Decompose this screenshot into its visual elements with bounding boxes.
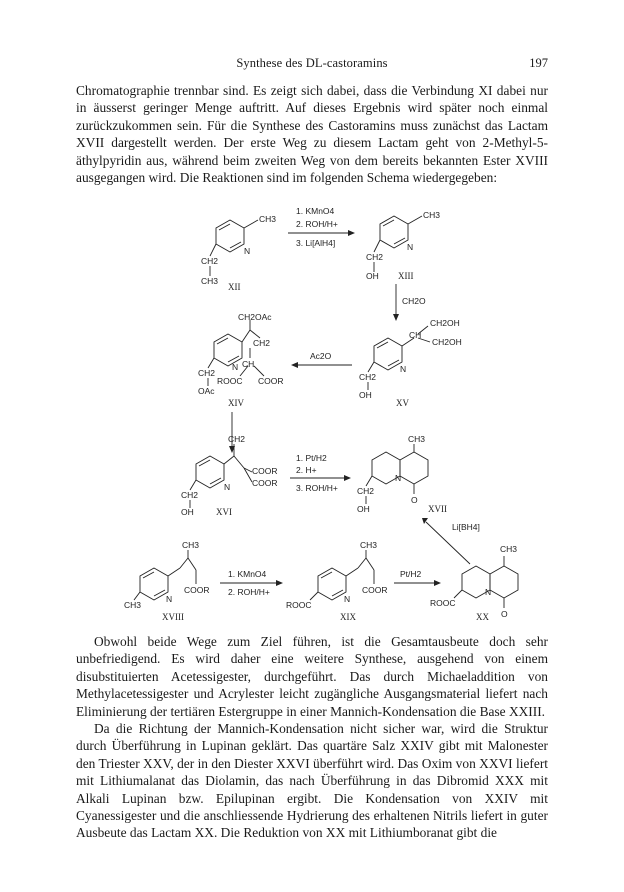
atom-label: CH3 <box>423 210 441 220</box>
atom-label: OH <box>359 390 372 400</box>
atom-label: CH <box>242 359 255 369</box>
compound-xix <box>286 540 388 622</box>
reagent-label: CH2O <box>402 296 426 306</box>
atom-label: N <box>244 246 251 256</box>
arrow-xiii-xv <box>393 284 426 321</box>
reagent-label: 1. KMnO4 <box>228 569 267 579</box>
atom-label: O <box>411 495 418 505</box>
reaction-scheme-drawing <box>100 172 570 627</box>
compound-label-xiv: XIV <box>228 398 244 408</box>
atom-label: CH2 <box>228 434 246 444</box>
compound-label-xviii: XVIII <box>162 612 184 622</box>
compound-label-xii: XII <box>228 282 241 292</box>
atom-label: OAc <box>198 386 215 396</box>
reagent-label: 1. KMnO4 <box>296 206 335 216</box>
atom-label: O <box>501 609 508 619</box>
atom-label: CH3 <box>201 276 219 286</box>
atom-label: ROOC <box>217 376 243 386</box>
reagent-label: Pt/H2 <box>400 569 422 579</box>
paragraph-intro: Chromatographie trennbar sind. Es zeigt sich dabei, dass die Verbindung XI dabei nur in äusserst geringer Menge auftritt. Auf dieses Ergebnis wird später noch einmal zurückzukommen sein. Für die Synthese des Castoramins muss zunächst das Lactam XVII dargestellt werden. Der erste Weg zu diesem Lactam geht von 2-Methyl-5-äthylpyridin aus, während beim zweiten Weg von dem bereits bekannten Ester XVIII ausgegangen wird. Die Reaktionen sind im folgenden Schema wiedergegeben: <box>76 83 548 186</box>
atom-label: CH2 <box>181 490 199 500</box>
atom-label: CH2 <box>357 486 375 496</box>
atom-label: N <box>485 587 492 597</box>
atom-label: CH3 <box>259 214 277 224</box>
compound-label-xx: XX <box>476 612 489 622</box>
running-title: Synthese des DL-castoramins <box>236 56 388 70</box>
paragraph-synthesis: Obwohl beide Wege zum Ziel führen, ist die Gesamtausbeute doch sehr unbefriedigend. Es wird daher eine weitere Synthese, ausgehend von einem disubstituierten Acetessigester, durchgeführt. Das durch Michaeladdition von Methylacetessigester und Acrylester leicht zugängliche Ausgangsmaterial liefert nach Eliminierung der tertiären Estergruppe in einer Mannich-Kondensation die Base XXIII. <box>76 634 548 719</box>
atom-label: CH2OAc <box>238 312 272 322</box>
compound-xiii <box>366 210 440 281</box>
page-number: 197 <box>529 56 548 70</box>
reagent-label: 2. H+ <box>296 465 317 475</box>
compound-label-xv: XV <box>396 398 409 408</box>
atom-label: N <box>395 473 402 483</box>
running-head <box>76 56 548 74</box>
atom-label: CH2 <box>366 252 384 262</box>
arrow-xviii-xix <box>220 569 283 597</box>
atom-label: CH2OH <box>430 318 460 328</box>
compound-xviii <box>124 540 210 622</box>
atom-label: OH <box>357 504 370 514</box>
compound-label-xix: XIX <box>340 612 356 622</box>
atom-label: CH2 <box>253 338 271 348</box>
atom-label: ROOC <box>286 600 312 610</box>
reagent-label: 3. Li[AlH4] <box>296 238 336 248</box>
compound-label-xiii: XIII <box>398 271 414 281</box>
compound-label-xvii: XVII <box>428 504 447 514</box>
reagent-label: 3. ROH/H+ <box>296 483 338 493</box>
atom-label: N <box>407 242 414 252</box>
atom-label: OH <box>181 507 194 517</box>
atom-label: CH3 <box>124 600 142 610</box>
atom-label: N <box>224 482 231 492</box>
atom-label: N <box>166 594 173 604</box>
reagent-label: 2. ROH/H+ <box>296 219 338 229</box>
arrow-xii-xiii <box>288 206 355 248</box>
compound-xv <box>359 318 462 408</box>
compound-xx <box>430 544 518 622</box>
arrow-xvi-xvii <box>290 453 351 493</box>
compound-xiv <box>198 312 284 408</box>
atom-label: COOR <box>252 478 278 488</box>
atom-label: N <box>400 364 407 374</box>
reagent-label: 2. ROH/H+ <box>228 587 270 597</box>
compound-label-xvi: XVI <box>216 507 232 517</box>
atom-label: CH3 <box>360 540 378 550</box>
atom-label: COOR <box>362 585 388 595</box>
atom-label: CH3 <box>500 544 518 554</box>
atom-label: ROOC <box>430 598 456 608</box>
atom-label: CH2 <box>201 256 219 266</box>
atom-label: COOR <box>184 585 210 595</box>
atom-label: CH2 <box>198 368 216 378</box>
reaction-scheme <box>100 172 570 627</box>
atom-label: COOR <box>252 466 278 476</box>
atom-label: CH2OH <box>432 337 462 347</box>
atom-label: N <box>232 362 239 372</box>
atom-label: OH <box>366 271 379 281</box>
reagent-label: 1. Pt/H2 <box>296 453 327 463</box>
atom-label: CH2 <box>359 372 377 382</box>
reagent-label: Ac2O <box>310 351 332 361</box>
compound-xvii <box>357 434 447 514</box>
arrow-xv-xiv <box>291 351 352 368</box>
arrow-xix-xx <box>394 569 441 586</box>
atom-label: N <box>344 594 351 604</box>
atom-label: CH3 <box>182 540 200 550</box>
compound-xii <box>201 214 276 292</box>
atom-label: CH <box>409 330 422 340</box>
atom-label: COOR <box>258 376 284 386</box>
paragraph-structure: Da die Richtung der Mannich-Kondensation nicht sicher war, wird die Struktur durch Überführung in Lupinan geklärt. Das quartäre Salz XXIV gibt mit Malonester den Triester XXV, der in den Diester XXVI überführt wird. Das Oxim von XXVI liefert mit Lithiumalanat das Diolamin, das nach Überführung in das Dibromid XXX mit Alkali Lupinan bzw. Epilupinan ergibt. Die Kondensation von XXIV mit Cyanessigester und die anschliessende Hydrierung des erhaltenen Nitrils liefert in guter Ausbeute das Lactam XX. Die Reduktion von XX mit Lithiumboranat gibt die <box>76 721 548 841</box>
arrow-xx-xvii <box>422 518 480 564</box>
atom-label: CH3 <box>408 434 426 444</box>
reagent-label: Li[BH4] <box>452 522 480 532</box>
